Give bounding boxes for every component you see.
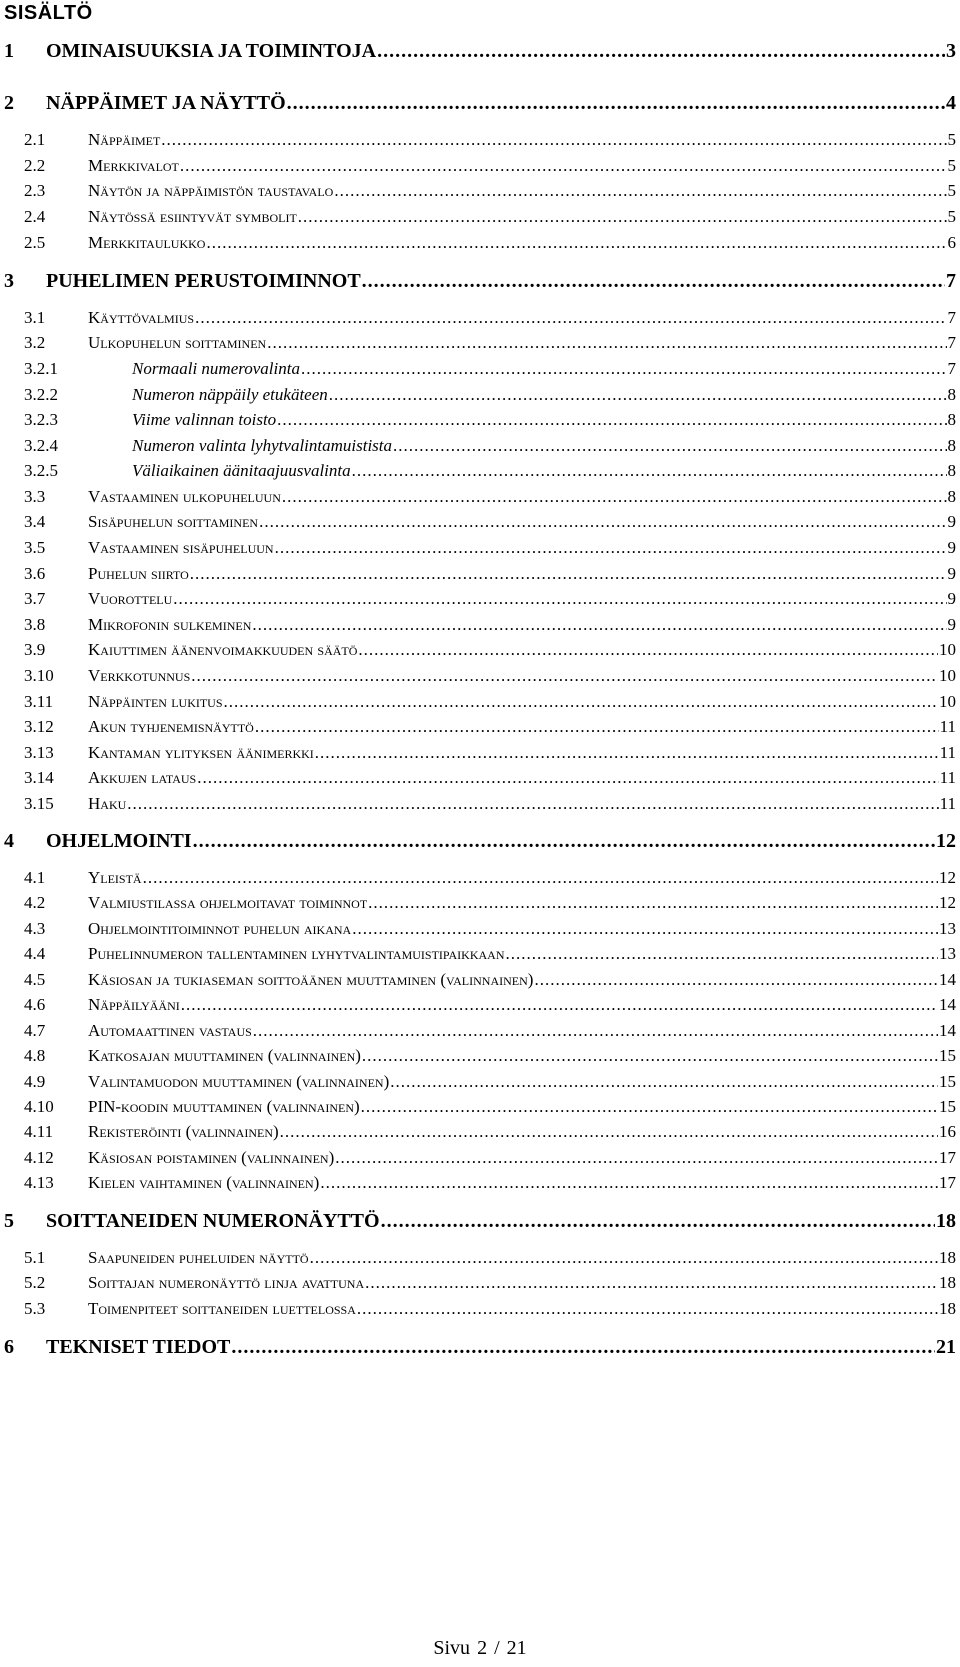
toc-dot-leader (224, 692, 938, 712)
toc-entry-page: 9 (947, 512, 956, 531)
toc-entry[interactable] (4, 1210, 956, 1233)
toc-entry[interactable] (24, 487, 956, 507)
toc-dot-leader (362, 270, 945, 293)
toc-entry[interactable] (24, 768, 956, 788)
toc-entry[interactable] (24, 944, 956, 964)
toc-entry[interactable] (24, 743, 956, 763)
toc-entry[interactable] (4, 830, 956, 853)
toc-entry[interactable] (24, 385, 956, 405)
toc-dot-leader (190, 564, 947, 584)
toc-entry-title: Numeron valinta lyhytvalintamuistista (132, 436, 393, 455)
toc-entry-number: 3.8 (24, 615, 46, 634)
toc-entry-page: 11 (939, 743, 956, 762)
toc-entry-page: 21 (936, 1336, 956, 1358)
toc-dot-leader (315, 743, 939, 763)
toc-entry-number: 1 (4, 40, 14, 62)
toc-entry[interactable] (4, 92, 956, 115)
toc-entry-number: 3 (4, 270, 14, 292)
toc-entry-page: 5 (947, 156, 956, 175)
toc-entry-number: 4.6 (24, 995, 46, 1014)
toc-entry-page: 14 (939, 995, 956, 1014)
toc-dot-leader (381, 1210, 935, 1233)
toc-entry[interactable] (24, 207, 956, 227)
toc-dot-leader (362, 1046, 938, 1066)
toc-entry-page: 14 (939, 970, 956, 989)
toc-entry[interactable] (24, 640, 956, 660)
toc-entry-title: Vastaaminen sisäpuheluun (88, 538, 274, 557)
toc-dot-leader (206, 233, 946, 253)
toc-dot-leader (277, 410, 946, 430)
toc-entry-number: 3.2.5 (24, 461, 58, 480)
toc-dot-leader (267, 333, 946, 353)
toc-entry-page: 6 (947, 233, 956, 252)
toc-entry[interactable] (24, 156, 956, 176)
toc-dot-leader (393, 436, 946, 456)
toc-entry-number: 4.5 (24, 970, 46, 989)
toc-entry-number: 3.3 (24, 487, 46, 506)
toc-entry[interactable] (24, 1299, 956, 1319)
toc-entry[interactable] (24, 919, 956, 939)
toc-entry[interactable] (24, 1273, 956, 1293)
toc-entry-title: Kaiuttimen äänenvoimakkuuden säätö (88, 640, 358, 659)
toc-entry[interactable] (24, 1046, 956, 1066)
toc-entry-number: 4.12 (24, 1148, 54, 1167)
toc-entry-page: 7 (947, 308, 956, 327)
toc-entry-number: 6 (4, 1336, 14, 1358)
toc-entry-page: 8 (947, 385, 956, 404)
toc-entry-number: 3.10 (24, 666, 54, 685)
toc-entry-page: 15 (939, 1097, 956, 1116)
toc-entry-number: 3.11 (24, 692, 54, 711)
toc-entry-title: Automaattinen vastaus (88, 1021, 252, 1040)
toc-entry-number: 5.3 (24, 1299, 46, 1318)
toc-entry-number: 4.11 (24, 1122, 54, 1141)
toc-dot-leader (127, 794, 938, 814)
toc-dot-leader (197, 768, 938, 788)
footer-total-pages: 21 (506, 1637, 527, 1659)
toc-entry-title: Numeron näppäily etukäteen (132, 385, 328, 404)
toc-entry-page: 11 (939, 794, 956, 813)
toc-dot-leader (377, 40, 945, 63)
toc-dot-leader (358, 640, 938, 660)
toc-entry-page: 12 (939, 893, 956, 912)
toc-entry-page: 10 (939, 692, 956, 711)
toc-entry-page: 10 (939, 666, 956, 685)
toc-entry-number: 5 (4, 1210, 14, 1232)
toc-entry-title: SOITTANEIDEN NUMERONÄYTTÖ (46, 1210, 380, 1232)
toc-entry-page: 5 (947, 207, 956, 226)
toc-entry-title: Merkkivalot (88, 156, 179, 175)
toc-entry-title: Haku (88, 794, 127, 813)
toc-entry-title: Viime valinnan toisto (132, 410, 277, 429)
toc-entry[interactable] (24, 868, 956, 888)
toc-entry[interactable] (24, 995, 956, 1015)
toc-entry-page: 12 (936, 830, 956, 852)
toc-entry[interactable] (24, 130, 956, 150)
toc-dot-leader (352, 919, 938, 939)
toc-entry-number: 3.6 (24, 564, 46, 583)
toc-entry[interactable] (24, 359, 956, 379)
toc-entry-number: 4.3 (24, 919, 46, 938)
toc-entry-page: 14 (939, 1021, 956, 1040)
toc-entry[interactable] (24, 1072, 956, 1092)
toc-dot-leader (191, 666, 938, 686)
toc-entry-number: 3.13 (24, 743, 54, 762)
toc-entry-number: 3.9 (24, 640, 46, 659)
toc-entry[interactable] (24, 589, 956, 609)
toc-entry-page: 13 (939, 944, 956, 963)
toc-dot-leader (193, 830, 935, 853)
toc-entry-page: 18 (939, 1248, 956, 1267)
toc-dot-leader (301, 359, 947, 379)
toc-entry[interactable] (24, 666, 956, 686)
toc-entry[interactable] (24, 615, 956, 635)
toc-entry-number: 2.5 (24, 233, 46, 252)
toc-entry-page: 9 (947, 564, 956, 583)
toc-dot-leader (259, 512, 946, 532)
toc-entry-number: 3.2 (24, 333, 46, 352)
toc-entry-page: 7 (947, 333, 956, 352)
toc-entry-title: Vastaaminen ulkopuheluun (88, 487, 281, 506)
toc-dot-leader (287, 92, 945, 115)
toc-dot-leader (329, 385, 947, 405)
toc-entry-number: 3.5 (24, 538, 46, 557)
toc-entry-number: 4.9 (24, 1072, 46, 1091)
toc-entry-page: 8 (947, 461, 956, 480)
toc-entry-number: 2 (4, 92, 14, 114)
toc-entry-title: PIN-koodin muuttaminen (valinnainen) (88, 1097, 360, 1116)
toc-entry[interactable] (24, 333, 956, 353)
toc-dot-leader (253, 1021, 938, 1041)
toc-dot-leader (352, 461, 947, 481)
toc-dot-leader (357, 1299, 938, 1319)
toc-dot-leader (320, 1173, 938, 1193)
toc-entry-title: Rekisteröinti (valinnainen) (88, 1122, 279, 1141)
toc-entry-page: 8 (947, 410, 956, 429)
toc-entry-page: 11 (939, 717, 956, 736)
toc-entry-page: 18 (939, 1299, 956, 1318)
toc-entry[interactable] (24, 564, 956, 584)
toc-entry-number: 3.4 (24, 512, 46, 531)
toc-entry-number: 4.2 (24, 893, 46, 912)
toc-entry-number: 3.2.2 (24, 385, 58, 404)
toc-entry-number: 2.4 (24, 207, 46, 226)
toc-dot-leader (534, 970, 938, 990)
toc-entry-page: 16 (939, 1122, 956, 1141)
footer-current-page: 2 (477, 1637, 488, 1659)
toc-entry-number: 3.14 (24, 768, 54, 787)
toc-entry-page: 5 (947, 181, 956, 200)
toc-entry-number: 4 (4, 830, 14, 852)
toc-entry-title: TEKNISET TIEDOT (46, 1336, 231, 1358)
toc-entry-page: 7 (947, 359, 956, 378)
toc-entry-title: Valmiustilassa ohjelmoitavat toiminnot (88, 893, 368, 912)
toc-entry-title: Ohjelmointitoiminnot puhelun aikana (88, 919, 352, 938)
toc-dot-leader (161, 130, 946, 150)
toc-entry-page: 4 (946, 92, 956, 114)
toc-dot-leader (335, 1148, 938, 1168)
toc-dot-leader (231, 1336, 935, 1359)
toc-dot-leader (173, 589, 946, 609)
toc-dot-leader (310, 1248, 938, 1268)
footer-word: Sivu (433, 1637, 471, 1659)
toc-entry-number: 3.7 (24, 589, 46, 608)
toc-entry-title: Käyttövalmius (88, 308, 195, 327)
toc-entry-page: 15 (939, 1072, 956, 1091)
toc-entry-title: Verkkotunnus (88, 666, 191, 685)
toc-entry-page: 15 (939, 1046, 956, 1065)
toc-entry[interactable] (4, 270, 956, 293)
toc-dot-leader (275, 538, 947, 558)
toc-dot-leader (282, 487, 947, 507)
toc-entry-number: 4.7 (24, 1021, 46, 1040)
toc-entry-title: Katkosajan muuttaminen (valinnainen) (88, 1046, 361, 1065)
toc-entry[interactable] (24, 893, 956, 913)
toc-entry-page: 13 (939, 919, 956, 938)
toc-dot-leader (180, 156, 947, 176)
toc-entry-page: 7 (946, 270, 956, 292)
toc-entry-page: 18 (936, 1210, 956, 1232)
toc-entry-number: 4.8 (24, 1046, 46, 1065)
toc-entry-page: 17 (939, 1173, 956, 1192)
page-footer (0, 1637, 960, 1660)
toc-entry[interactable] (24, 538, 956, 558)
toc-entry[interactable] (4, 40, 956, 63)
toc-entry-title: Näppäimet (88, 130, 161, 149)
toc-entry[interactable] (24, 1122, 956, 1142)
toc-entry[interactable] (24, 1097, 956, 1117)
toc-entry-title: Näytön ja näppäimistön taustavalo (88, 181, 334, 200)
toc-entry[interactable] (24, 512, 956, 532)
toc-entry-page: 5 (947, 130, 956, 149)
toc-entry-number: 3.1 (24, 308, 46, 327)
toc-entry-number: 5.2 (24, 1273, 46, 1292)
toc-entry-title: Puhelinnumeron tallentaminen lyhytvalintamuistipaikkaan (88, 944, 505, 963)
toc-dot-leader (181, 995, 938, 1015)
toc-dot-leader (365, 1273, 938, 1293)
toc-entry[interactable] (24, 1173, 956, 1193)
toc-entry-number: 3.2.3 (24, 410, 58, 429)
toc-entry-title: Normaali numerovalinta (132, 359, 300, 378)
toc-entry-number: 4.4 (24, 944, 46, 963)
toc-entry-page: 8 (947, 436, 956, 455)
toc-entry-page: 10 (939, 640, 956, 659)
toc-entry-number: 4.13 (24, 1173, 54, 1192)
toc-entry[interactable] (24, 794, 956, 814)
toc-dot-leader (143, 868, 938, 888)
toc-dot-leader (280, 1122, 938, 1142)
toc-entry[interactable] (24, 1248, 956, 1268)
toc-entry-page: 9 (947, 615, 956, 634)
toc-entry[interactable] (24, 970, 956, 990)
toc-entry-title: Soittajan numeronäyttö linja avattuna (88, 1273, 365, 1292)
toc-entry[interactable] (24, 181, 956, 201)
toc-entry[interactable] (24, 692, 956, 712)
toc-entry-title: Puhelun siirto (88, 564, 189, 583)
toc-dot-leader (255, 717, 939, 737)
toc-entry-page: 9 (947, 538, 956, 557)
toc-entry-title: Väliaikainen äänitaajuusvalinta (132, 461, 351, 480)
toc-entry[interactable] (24, 233, 956, 253)
toc-entry-number: 3.2.1 (24, 359, 58, 378)
toc-entry-title: Ulkopuhelun soittaminen (88, 333, 267, 352)
toc-entry-title: Näppäinten lukitus (88, 692, 223, 711)
toc-entry-title: Käsiosan poistaminen (valinnainen) (88, 1148, 335, 1167)
toc-entry-page: 8 (947, 487, 956, 506)
footer-separator: / (494, 1637, 500, 1659)
toc-entry[interactable] (24, 308, 956, 328)
toc-entry-title: Merkkitaulukko (88, 233, 206, 252)
toc-entry-title: PUHELIMEN PERUSTOIMINNOT (46, 270, 361, 292)
toc-entry-title: Akun tyhjenemisnäyttö (88, 717, 254, 736)
toc-entry-number: 3.15 (24, 794, 54, 813)
toc-entry-number: 2.1 (24, 130, 46, 149)
toc-dot-leader (298, 207, 947, 227)
toc-dot-leader (252, 615, 946, 635)
toc-entry-title: Yleistä (88, 868, 142, 887)
toc-entry-title: Näytössä esiintyvät symbolit (88, 207, 297, 226)
toc-entry[interactable] (24, 461, 956, 481)
toc-entry[interactable] (24, 1021, 956, 1041)
toc-entry-title: Näppäilyääni (88, 995, 180, 1014)
toc-entry-number: 4.1 (24, 868, 46, 887)
toc-entry-title: OMINAISUUKSIA JA TOIMINTOJA (46, 40, 377, 62)
toc-entry-title: Akkujen lataus (88, 768, 197, 787)
toc-entry-title: Kantaman ylityksen äänimerkki (88, 743, 314, 762)
toc-entry-title: Toimenpiteet soittaneiden luettelossa (88, 1299, 356, 1318)
toc-dot-leader (195, 308, 946, 328)
toc-entry-number: 3.12 (24, 717, 54, 736)
toc-entry-page: 12 (939, 868, 956, 887)
toc-entry-page: 18 (939, 1273, 956, 1292)
toc-entry-title: Käsiosan ja tukiaseman soittoäänen muuttaminen (valinnainen) (88, 970, 534, 989)
toc-entry-title: Sisäpuhelun soittaminen (88, 512, 259, 531)
toc-entry-title: Vuorottelu (88, 589, 173, 608)
toc-entry-page: 9 (947, 589, 956, 608)
toc-entry-page: 3 (946, 40, 956, 62)
toc-entry-number: 3.2.4 (24, 436, 58, 455)
toc-entry-page: 17 (939, 1148, 956, 1167)
toc-dot-leader (334, 181, 946, 201)
toc-entry-title: OHJELMOINTI (46, 830, 192, 852)
toc-entry-title: Saapuneiden puheluiden näyttö (88, 1248, 309, 1267)
toc-entry-number: 5.1 (24, 1248, 46, 1267)
toc-entry-title: NÄPPÄIMET JA NÄYTTÖ (46, 92, 286, 114)
toc-entry-title: Mikrofonin sulkeminen (88, 615, 252, 634)
toc-dot-leader (390, 1072, 938, 1092)
toc-entry[interactable] (24, 410, 956, 430)
toc-entry[interactable] (24, 436, 956, 456)
toc-entry[interactable] (24, 717, 956, 737)
toc-entry[interactable] (4, 1336, 956, 1359)
toc-entry-title: Kielen vaihtaminen (valinnainen) (88, 1173, 320, 1192)
toc-heading: SISÄLTÖ (4, 2, 93, 24)
toc-entry-number: 2.3 (24, 181, 46, 200)
toc-entry-number: 2.2 (24, 156, 46, 175)
toc-entry-page: 11 (939, 768, 956, 787)
toc-dot-leader (368, 893, 938, 913)
toc-entry-title: Valintamuodon muuttaminen (valinnainen) (88, 1072, 390, 1091)
toc-dot-leader (506, 944, 939, 964)
toc-entry[interactable] (24, 1148, 956, 1168)
toc-dot-leader (361, 1097, 938, 1117)
toc-entry-number: 4.10 (24, 1097, 54, 1116)
